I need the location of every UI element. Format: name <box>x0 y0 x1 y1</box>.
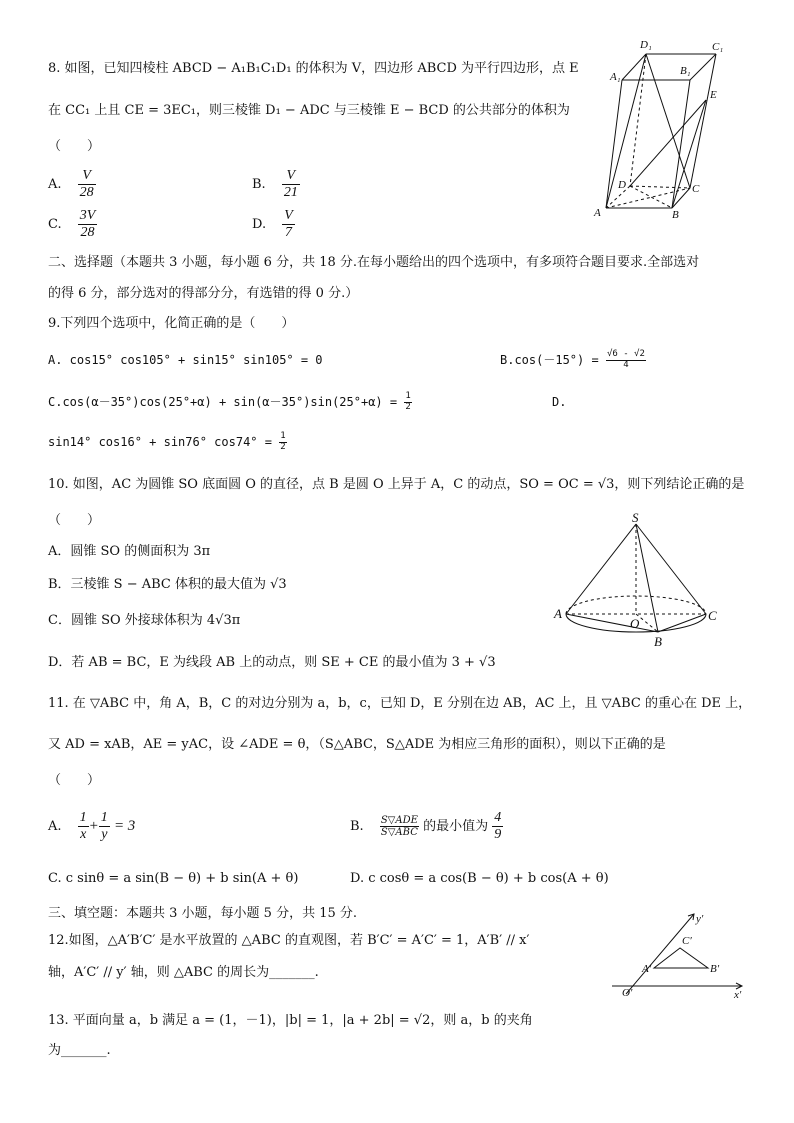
label-a: A <box>594 207 601 219</box>
q11-stem-line2: 又 AD = xAB，AE = yAC，设 ∠ADE = θ，（S△ABC，S△ADE 为相应三角形的面积），则以下正确的是 <box>48 737 666 752</box>
label-a: A <box>554 606 562 621</box>
q11-option-c: C. c sinθ = a sin(B − θ) + b sin(A + θ) <box>48 871 299 886</box>
label-e: E <box>710 89 717 101</box>
label-c: C <box>708 608 717 623</box>
q8-stem-line2: 在 CC₁ 上且 CE = 3EC₁，则三棱锥 D₁ − ADC 与三棱锥 E − BCD 的公共部分的体积为 <box>48 103 570 118</box>
label-d: D <box>618 179 626 191</box>
q9-option-d: sin14° cos16° + sin76° cos74° = $\frac{1}{2}$ <box>48 431 286 452</box>
q9-option-d-label: D. <box>552 395 567 409</box>
q11-paren: （ ） <box>48 773 101 788</box>
q9-option-a: A. cos15° cos105° + sin15° sin105° = 0 <box>48 353 323 367</box>
q10-option-d: D．若 AB = BC，E 为线段 AB 上的动点，则 SE + CE 的最小值为 3 + √3 <box>48 655 496 670</box>
label-x-prime: x′ <box>734 989 742 998</box>
q8-option-c: C. $\frac{3V}{28}$ <box>48 208 96 241</box>
q10-option-c: C．圆锥 SO 外接球体积为 4√3π <box>48 613 241 628</box>
label-b1: B₁ <box>680 65 691 77</box>
section2-heading-line2: 的得 6 分，部分选对的得部分分，有选错的得 0 分.） <box>48 286 359 301</box>
label-s: S <box>632 510 639 525</box>
q9-option-b: B.cos(－15°) = $\frac{√6 - √2}{4}$ <box>500 349 645 370</box>
label-a-prime: A′ <box>642 963 652 975</box>
q9-stem: 9.下列四个选项中，化简正确的是（ ） <box>48 316 295 331</box>
q13-stem-line1: 13. 平面向量 a，b 满足 a = (1，－1)，|b| = 1，|a + 2b| = √2，则 a，b 的夹角 <box>48 1013 533 1028</box>
q10-paren: （ ） <box>48 513 101 528</box>
label-c1: C₁ <box>712 41 724 53</box>
q8-stem-line1: 8. 如图，已知四棱柱 ABCD − A₁B₁C₁D₁ 的体积为 V，四边形 ABCD 为平行四边形，点 E <box>48 61 579 76</box>
section2-heading-line1: 二、选择题（本题共 3 小题，每小题 6 分，共 18 分.在每小题给出的四个选项中，有多项符合题目要求.全部选对 <box>48 255 700 270</box>
label-d1: D₁ <box>640 39 652 51</box>
label-a1: A₁ <box>610 71 621 83</box>
cone-figure <box>548 510 728 648</box>
label-y-prime: y′ <box>696 913 704 925</box>
section3-heading: 三、填空题：本题共 3 小题，每小题 5 分，共 15 分. <box>48 906 358 921</box>
q11-stem-line1: 11. 在 ▽ABC 中，角 A，B，C 的对边分别为 a，b，c，已知 D，E 分别在边 AB，AC 上，且 ▽ABC 的重心在 DE 上， <box>48 696 752 711</box>
q12-stem-line1: 12.如图，△A′B′C′ 是水平放置的 △ABC 的直观图，若 B′C′ = A′C′ = 1，A′B′ // x′ <box>48 933 530 948</box>
oblique-figure <box>606 906 752 998</box>
q12-stem-line2: 轴，A′C′ // y′ 轴，则 △ABC 的周长为_______. <box>48 965 319 980</box>
label-b-prime: B′ <box>710 963 720 975</box>
label-o-prime: O′ <box>622 987 633 998</box>
q10-stem: 10. 如图，AC 为圆锥 SO 底面圆 O 的直径，点 B 是圆 O 上异于 A，C 的动点，SO = OC = √3，则下列结论正确的是 <box>48 477 745 492</box>
q13-stem-line2: 为_______. <box>48 1043 111 1058</box>
q8-option-a: A. $\frac{V}{28}$ <box>48 168 94 201</box>
label-b: B <box>654 634 662 648</box>
q10-option-b: B．三棱锥 S − ABC 体积的最大值为 √3 <box>48 577 287 592</box>
q11-option-b: B. $\frac{\text{S▽ADE}}{\text{S▽ABC}}$ 的最小值为 $\frac{4}{9}$ <box>350 810 502 843</box>
q10-option-a: A．圆锥 SO 的侧面积为 3π <box>48 544 211 559</box>
q9-option-c: C.cos(α－35°)cos(25°+α) + sin(α－35°)sin(25°+α) = $\frac{1}{2}$ <box>48 391 411 412</box>
label-c-prime: C′ <box>682 935 692 947</box>
q11-option-d: D. c cosθ = a cos(B − θ) + b cos(A + θ) <box>350 871 609 886</box>
q11-option-a: A. $\frac{1}{x}$ + $\frac{1}{y}$ = 3 <box>48 810 136 843</box>
label-b: B <box>672 209 679 221</box>
q8-paren: （ ） <box>48 139 101 154</box>
label-c: C <box>692 183 700 195</box>
q8-option-b: B. $\frac{V}{21}$ <box>252 168 298 201</box>
q8-option-d: D. $\frac{V}{7}$ <box>252 208 293 241</box>
prism-figure <box>588 36 738 222</box>
label-o: O <box>630 616 640 631</box>
